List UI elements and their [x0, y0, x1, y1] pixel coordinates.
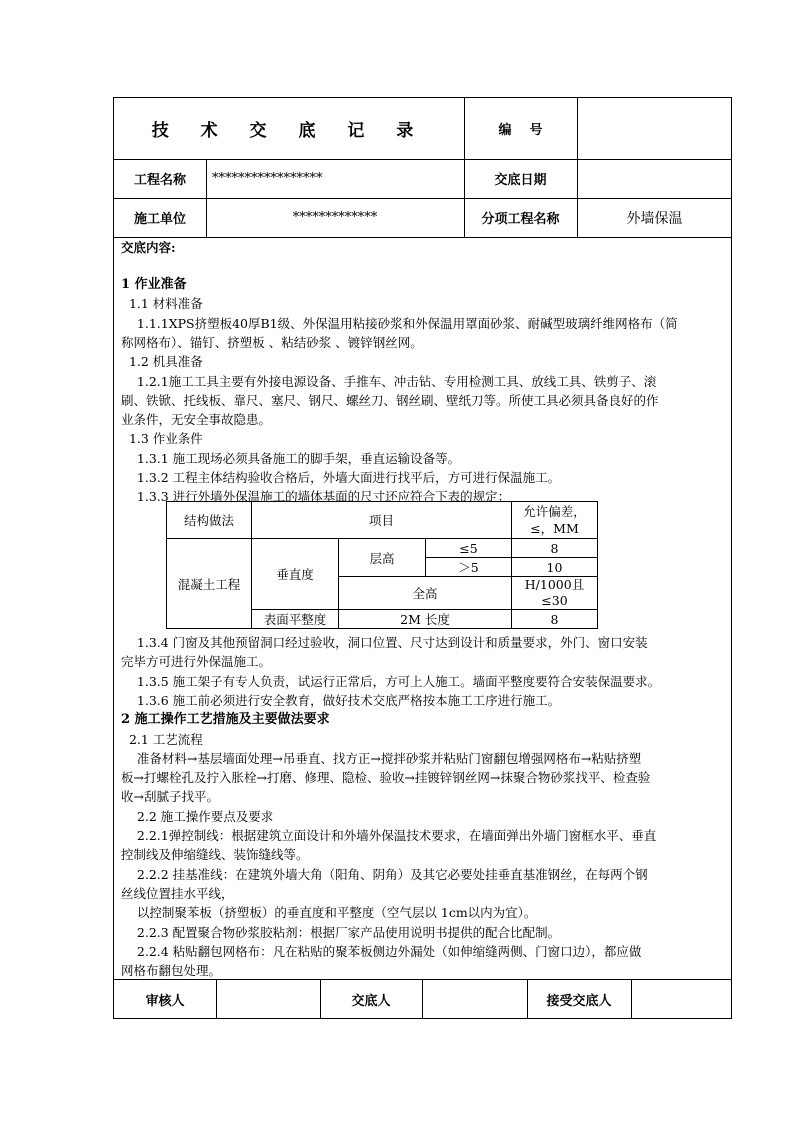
content-line: 完毕方可进行外保温施工。 — [121, 654, 272, 670]
content-line: 2.2.4 粘贴翻包网格布：凡在粘贴的聚苯板侧边外漏处（如伸缩缝两侧、门窗口边），都应做 — [121, 943, 642, 959]
content-line: 1.3.2 工程主体结构验收合格后，外墙大面进行找平后，方可进行保温施工。 — [121, 470, 561, 485]
content-line: 1.2 机具准备 — [121, 354, 203, 370]
content-line: 1.3.1 施工现场必须具备施工的脚手架，垂直运输设备等。 — [121, 450, 461, 466]
flatness-label: 表面平整度 — [252, 610, 339, 629]
content-line: 2.1 工艺流程 — [121, 731, 203, 747]
contractor-label: 施工单位 — [133, 212, 186, 227]
subproject-value: 外墙保温 — [626, 210, 683, 227]
full-height-label: 全高 — [339, 577, 512, 610]
content-line: 网格布翻包处理。 — [121, 963, 222, 979]
ruler-label: 2M 长度 — [339, 610, 512, 629]
content-line: 2.2.2 挂基准线：在建筑外墙大角（阳角、阴角）及其它必要处挂垂直基准钢丝，在每两个钢 — [121, 866, 648, 882]
flatness-value: 8 — [512, 610, 598, 629]
content-line: 刷、铁锨、托线板、靠尺、塞尺、钢尺、螺丝刀、钢丝刷、壁纸刀等。所使工具必须具备良好的作 — [121, 392, 659, 408]
content-line: 1.1.1XPS挤塑板40厚B1级、外保温用粘接砂浆和外保温用罩面砂浆、耐碱型玻璃纤维网格布（简 — [121, 315, 678, 331]
document-title: 技 术 交 底 记 录 — [151, 121, 427, 141]
content-line: 2 施工操作工艺措施及主要做法要求 — [121, 712, 330, 728]
discloser-value — [422, 979, 527, 1019]
content-line: 2.2.3 配置聚合物砂浆胶粘剂：根据厂家产品使用说明书提供的配合比配制。 — [121, 924, 561, 940]
number-value — [577, 98, 732, 159]
discloser-label: 交底人 — [351, 993, 391, 1009]
content-line: 1.3.6 施工前必须进行安全教育，做好技术交底严格按本施工工序进行施工。 — [121, 692, 561, 708]
content-line: 1.3.3 进行外墙外保温施工的墙体基面的尺寸还应符合下表的规定： — [121, 489, 511, 505]
row-group-label: 混凝土工程 — [167, 539, 252, 629]
content-line: 1.3.4 门窗及其他预留洞口经过验收，洞口位置、尺寸达到设计和质量要求，外门、窗口安装 — [121, 635, 648, 650]
content-line: 1 作业准备 — [121, 277, 187, 292]
project-name-value: ***************** — [212, 171, 323, 186]
project-name-label: 工程名称 — [133, 173, 186, 188]
content-line: 1.2.1施工工具主要有外接电源设备、手推车、冲击钻、专用检测工具、放线工具、铁剪子、滚 — [121, 373, 657, 389]
date-value — [577, 159, 732, 198]
content-line: 1.3 作业条件 — [121, 431, 203, 447]
receiver-value — [631, 979, 732, 1019]
divider — [114, 237, 731, 238]
content-line: 以控制聚苯板（挤塑板）的垂直度和平整度（空气层以 1cm以内为宜）。 — [121, 905, 537, 921]
content-line: 1.1 材料准备 — [121, 296, 203, 312]
gt5-label: ＞5 — [426, 558, 512, 577]
floor-height-label: 层高 — [339, 539, 426, 577]
tolerance-table — [166, 501, 598, 629]
content-line: 准备材料→基层墙面处理→吊垂直、找方正→搅拌砂浆并粘贴门窗翻包增强网格布→粘贴挤塑 — [121, 750, 642, 766]
content-line: 板→打螺栓孔及拧入胀栓→打磨、修理、隐检、验收→挂镀锌钢丝网→抹聚合物砂浆找平、检查验 — [121, 770, 651, 786]
col-structure-header: 结构做法 — [167, 502, 252, 539]
content-line: 1.3.5 施工架子有专人负责，试运行正常后，方可上人施工。墙面平整度要符合安装保温要求。 — [121, 673, 661, 689]
receiver-label: 接受交底人 — [546, 993, 612, 1009]
verticality-label: 垂直度 — [252, 539, 339, 610]
content-line: 丝线位置挂水平线， — [121, 885, 234, 901]
contractor-value: ************* — [292, 210, 378, 225]
content-line: 称网格布）、锚钉、挤塑板 、粘结砂浆 、镀锌钢丝网。 — [121, 334, 423, 350]
number-label: 编 号 — [498, 123, 543, 138]
reviewer-value — [216, 979, 320, 1019]
date-label: 交底日期 — [494, 173, 547, 188]
col-tolerance-header: 允许偏差，≤，MM — [512, 502, 598, 539]
content-line: 2.2.1弹控制线：根据建筑立面设计和外墙外保温技术要求，在墙面弹出外墙门窗框水平、垂直 — [121, 828, 657, 843]
col-item-header: 项目 — [252, 502, 512, 539]
content-line: 2.2 施工操作要点及要求 — [121, 808, 274, 824]
subproject-label: 分项工程名称 — [481, 212, 560, 227]
le5-label: ≤5 — [426, 539, 512, 558]
content-line: 业条件，无安全事故隐患。 — [121, 412, 272, 428]
le5-value: 8 — [512, 539, 598, 558]
reviewer-label: 审核人 — [145, 993, 185, 1009]
content-line: 收→刮腻子找平。 — [121, 789, 219, 805]
disclosure-record-form — [113, 97, 732, 1019]
content-line: 控制线及伸缩缝线、装饰缝线等。 — [121, 847, 309, 863]
full-height-value: H/1000且≤30 — [512, 577, 598, 610]
gt5-value: 10 — [512, 558, 598, 577]
content-label: 交底内容: — [121, 240, 176, 255]
